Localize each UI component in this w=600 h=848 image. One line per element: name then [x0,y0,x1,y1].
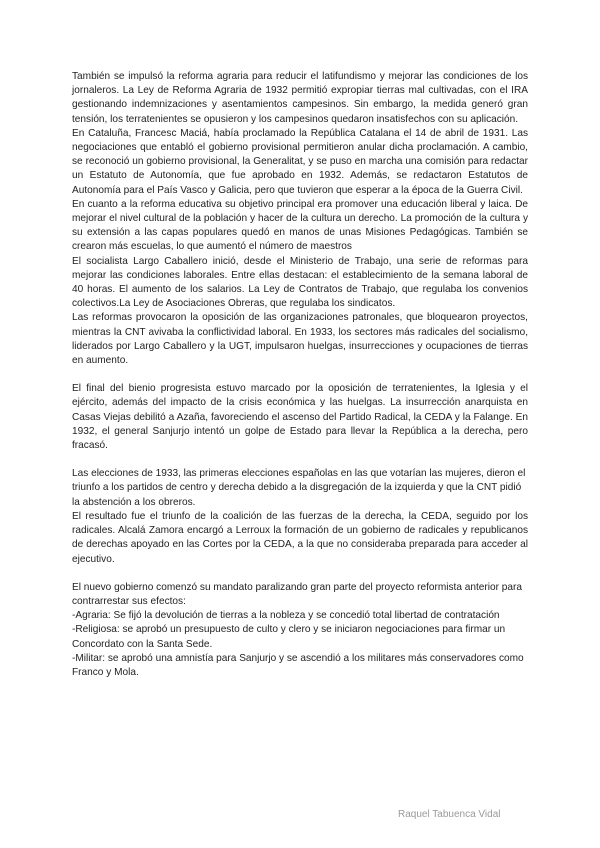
list-item-agraria: -Agraria: Se fijó la devolución de tierras a la nobleza y se concedió total libertad de contratación [72,610,500,622]
paragraph-cataluna: En Cataluña, Francesc Maciá, había proclamado la República Catalana el 14 de abril de 1931. Las negociaciones que entabló el gobierno provisional permitieron anular dicha proclamación. A cambio, se reconoció un gobierno provisional, la Generalitat, y se puso en marcha una comisión para redactar un Estatuto de Autonomía, que fue aprobado en 1932. Además, se redactaron Estatutos de Autonomía para el País Vasco y Galicia, pero que tuvieron que esperar a la época de la Guerra Civil. [72,127,528,196]
paragraph-elecciones-1933: Las elecciones de 1933, las primeras elecciones españolas en las que votarían las mujeres, dieron el triunfo a los partidos de centro y derecha debido a la disgregación de la izquierda y que la CNT pidió la abstención a los obreros. [72,468,526,508]
paragraph-final-bienio: El final del bienio progresista estuvo marcado por la oposición de terratenientes, la Iglesia y el ejército, además del impacto de la crisis económica y las huelgas. La insurrección anarquista en Casas Viejas debilitó a Azaña, favoreciendo el ascenso del Partido Radical, la CEDA y la Falange. En 1932, el general Sanjurjo intentó un golpe de Estado para llevar la República a la derecha, pero fracasó. [72,383,528,452]
paragraph-resultado: El resultado fue el triunfo de la coalición de las fuerzas de la derecha, la CEDA, seguido por los radicales. Alcalá Zamora encargó a Lerroux la formación de un gobierno de radicales y republicanos de derechas apoyado en las Cortes por la CEDA, a la que no consideraba preparada para acceder al ejecutivo. [72,510,528,565]
list-item-religiosa: -Religiosa: se aprobó un presupuesto de culto y clero y se iniciaron negociaciones para firmar un Concordato con la Santa Sede. [72,624,506,650]
footer-author: Raquel Tabuenca Vidal [398,809,501,820]
paragraph-gap [72,368,528,382]
paragraph-reforma-educativa: En cuanto a la reforma educativa su objetivo principal era promover una educación liberal y laica. De mejorar el nivel cultural de la población y hacer de la cultura un derecho. La promoción de la cultura y su extensión a las capas populares quedó en manos de unas Misiones Pedagógicas. También se crearon más escuelas, lo que aumentó el número de maestros [72,198,528,253]
paragraph-gap [72,567,528,581]
paragraph-reformas-laborales: El socialista Largo Caballero inició, desde el Ministerio de Trabajo, una serie de reformas para mejorar las condiciones laborales. Entre ellas destacan: el establecimiento de la semana laboral de 40 horas. El aumento de los salarios. La Ley de Contratos de Trabajo, que regulaba los convenios colectivos.La Ley de Asociaciones Obreras, que regulaba los sindicatos. [72,255,528,310]
paragraph-reforma-agraria: También se impulsó la reforma agraria para reducir el latifundismo y mejorar las condiciones de los jornaleros. La Ley de Reforma Agraria de 1932 permitió expropiar tierras mal cultivadas, con el IRA gestionando indemnizaciones y asentamientos campesinos. Sin embargo, la medida generó gran tensión, los terratenientes se opusieron y los campesinos quedaron insatisfechos con su aplicación. [72,71,528,125]
document-body [72,70,528,680]
paragraph-gap [72,453,528,467]
paragraph-oposicion: Las reformas provocaron la oposición de las organizaciones patronales, que bloquearon proyectos, mientras la CNT avivaba la conflictividad laboral. En 1933, los sectores más radicales del socialismo, liderados por Largo Caballero y la UGT, impulsaron huelgas, insurrecciones y ocupaciones de tierras en aumento. [72,312,528,367]
list-item-militar: -Militar: se aprobó una amnistía para Sanjurjo y se ascendió a los militares más conservadores como Franco y Mola. [72,652,524,678]
paragraph-nuevo-gobierno: El nuevo gobierno comenzó su mandato paralizando gran parte del proyecto reformista anterior para contrarrestar sus efectos: [72,581,522,607]
